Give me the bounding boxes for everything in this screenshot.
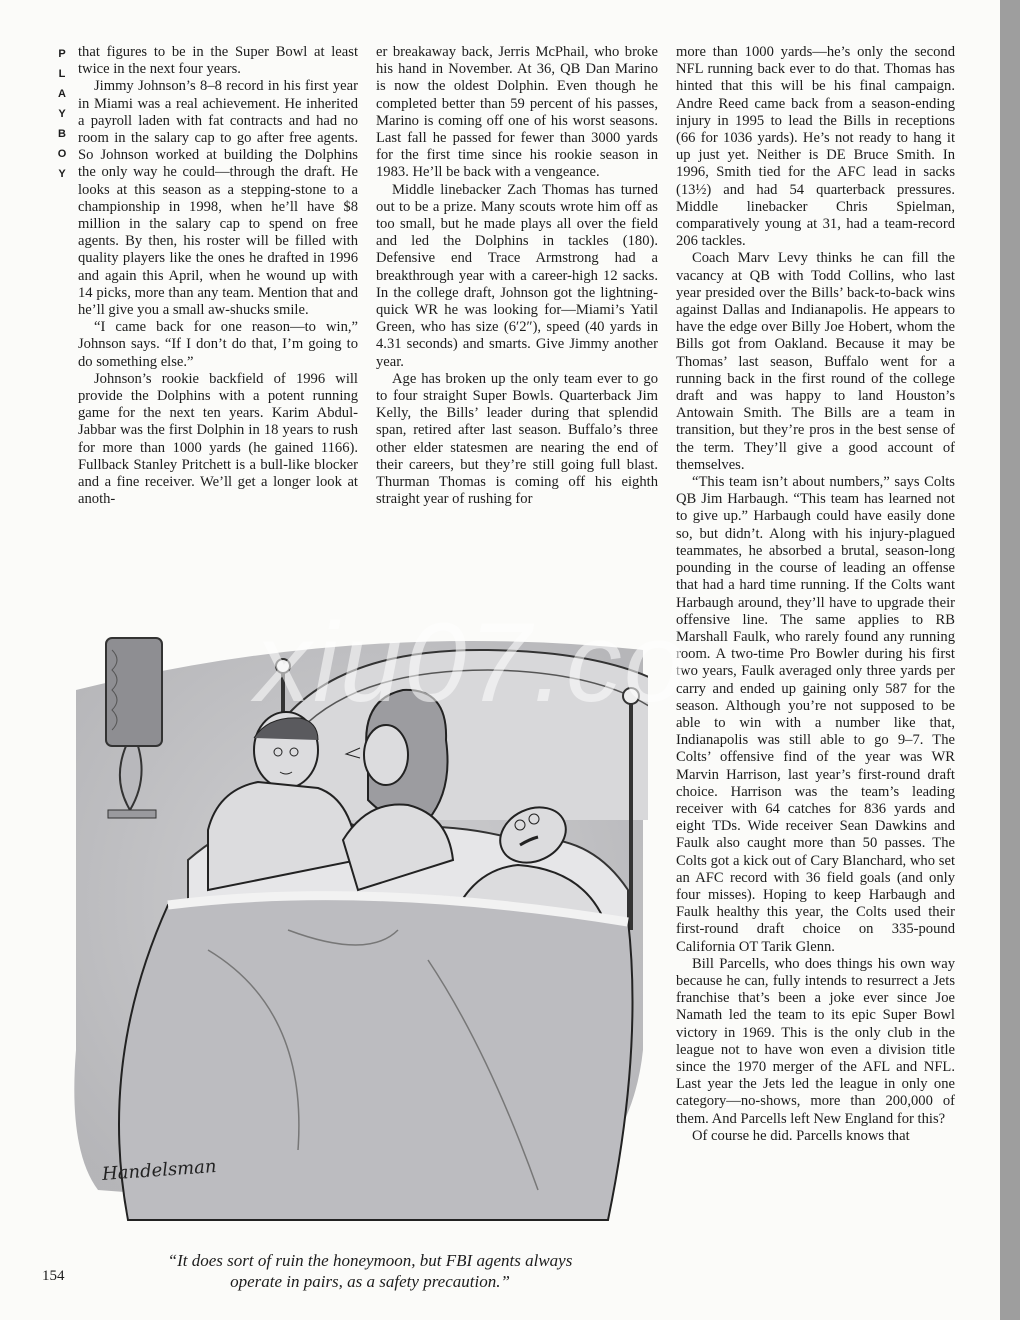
caption-line: “It does sort of ruin the honeymoon, but FBI agents always: [167, 1251, 573, 1270]
magazine-name-letter: A: [58, 88, 66, 100]
paragraph: “I came back for one reason—to win,” Johnson says. “If I don’t do that, I’m going to do something else.”: [78, 319, 358, 370]
text-column-3: [676, 44, 955, 1145]
cartoon-drawing: [68, 630, 648, 1230]
magazine-name-letter: Y: [58, 168, 66, 180]
text-column-1: [78, 44, 358, 508]
caption-line: operate in pairs, as a safety precaution.”: [230, 1272, 510, 1291]
paragraph: Middle linebacker Zach Thomas has turned out to be a prize. Many scouts wrote him off as too small, but he made plays all over the field and led the Dolphins in tackles (180). Defensive end Trace Armstrong had a breakthrough year with a career-high 12 sacks. In the college draft, Johnson got the lightning-quick WR he was looking for—Miami’s Yatil Green, who has size (6′2″), speed (40 yards in 4.31 seconds) and smarts. Give Jimmy another year.: [376, 181, 658, 370]
magazine-name-letter: P: [58, 48, 66, 60]
magazine-name-letter: L: [58, 68, 66, 80]
paragraph: Johnson’s rookie backfield of 1996 will provide the Dolphins with a potent running game for the next ten years. Karim Abdul-Jabbar was the first Dolphin in 18 years to rush for more than 1000 yards (he gained 1166). Fullback Stanley Pritchett is a bull-like blocker and a fine receiver. We’ll get a longer look at anoth-: [78, 370, 358, 508]
magazine-name-letter: O: [57, 148, 67, 160]
magazine-name-letter: Y: [58, 108, 66, 120]
page-edge-gutter: [1000, 0, 1020, 1320]
paragraph: Bill Parcells, who does things his own way because he can, fully intends to resurrect a Jets franchise that’s been a joke ever since Joe Namath led the team to its epic Super Bowl victory in 1969. This is the only club in the league not to have won even a division title since the 1970 merger of the AFL and NFL. Last year the Jets led the league in only one category—no-shows, more than 200,000 of them. And Parcells left New England for this?: [676, 955, 955, 1127]
paragraph: that figures to be in the Super Bowl at least twice in the next four years.: [78, 44, 358, 78]
paragraph: Coach Marv Levy thinks he can fill the vacancy at QB with Todd Collins, who last year presided over the Bills’ back-to-back wins against Dallas and Indianapolis. He appears to have the edge over Billy Joe Hobert, whom the Bills got from Oakland. Because it may be Thomas’ last season, Buffalo went for a running back in the first round of the college draft and was happy to land Houston’s Antowain Smith. The Bills are a team in transition, but they’re pros in the best sense of the term. They’ll give a good account of themselves.: [676, 250, 955, 473]
paragraph: more than 1000 yards—he’s only the second NFL running back ever to do that. Thomas has hinted that this will be his final campaign. Andre Reed came back from a season-ending injury in 1995 to lead the Bills in receptions (66 for 1036 yards). He’s not ready to hang it up just yet. Neither is DE Bruce Smith. In 1996, Smith tied for the AFC lead in sacks (13½) and had 54 quarterback pressures. Middle linebacker Chris Spielman, comparatively young at 31, had a team-record 206 tackles.: [676, 44, 955, 250]
magazine-name-vertical: [55, 44, 69, 184]
watermark-text: xiu07.co: [255, 600, 689, 725]
page-number: 154: [42, 1268, 65, 1284]
paragraph: “This team isn’t about numbers,” says Colts QB Jim Harbaugh. “This team has learned not to give up.” Harbaugh could have easily done so, but didn’t. Along with his injury-plagued teammates, he absorbed a brutal, season-long pounding in the course of leading an offense that had a hard time running. If the Colts want Harbaugh around, they’ll have to upgrade their offensive line. The same applies to RB Marshall Faulk, who rarely found any running room. A two-time Pro Bowler during his first two years, Faulk averaged only three yards per carry and ended up gaining only 587 for the season. Although you’re not supposed to be able to win with a number like that, Indianapolis was still able to go 9–7. The Colts’ offensive find of the year was WR Marvin Harrison, last year’s first-round draft choice. Harrison was the team’s leading receiver with 64 catches for 836 yards and eight TDs. Wide receiver Sean Dawkins and Faulk also caught more than 50 passes. The Colts got a kick out of Cary Blanchard, who set an AFC record with 36 field goals (and only four misses). Hoping to keep Harbaugh and Faulk healthy this year, the Colts used their first-round draft choice on 335-pound California OT Tarik Glenn.: [676, 474, 955, 955]
cartoon-signature: Handelsman: [101, 1156, 218, 1185]
paragraph: Jimmy Johnson’s 8–8 record in his first year in Miami was a real achievement. He inherited a payroll laden with fat contracts and had no room in the salary cap to go after free agents. So Johnson worked at building the Dolphins the only way he could—through the draft. He looks at this season as a stepping-stone to a championship in 1998, when he’ll have $8 million in the salary cap to spend on free agents. By then, his roster will be filled with quality players like the ones he drafted in 1996 and again this April, when he wound up with 14 picks, more than any team. Mention that and he’ll give you a small aw-shucks smile.: [78, 78, 358, 319]
paragraph: Age has broken up the only team ever to go to four straight Super Bowls. Quarterback Jim Kelly, the Bills’ leader during that splendid span, retired after last season. Buffalo’s three other elder statesmen are nearing the end of their careers, but they’re still going full blast. Thurman Thomas is coming off his eighth straight year of rushing for: [376, 370, 658, 508]
paragraph: Of course he did. Parcells knows that: [692, 1127, 910, 1144]
text-column-2: [376, 44, 658, 508]
magazine-name-letter: B: [58, 128, 66, 140]
paragraph: er breakaway back, Jerris McPhail, who broke his hand in November. At 36, QB Dan Marino is now the oldest Dolphin. Even though he completed better than 59 percent of his passes, Marino is coming off one of his worst seasons. Last fall he passed for fewer than 3000 yards for the first time since his rookie season in 1983. He’ll be back with a vengeance.: [376, 44, 658, 181]
cartoon-caption: [100, 1250, 640, 1292]
cartoon-illustration: [68, 630, 648, 1230]
